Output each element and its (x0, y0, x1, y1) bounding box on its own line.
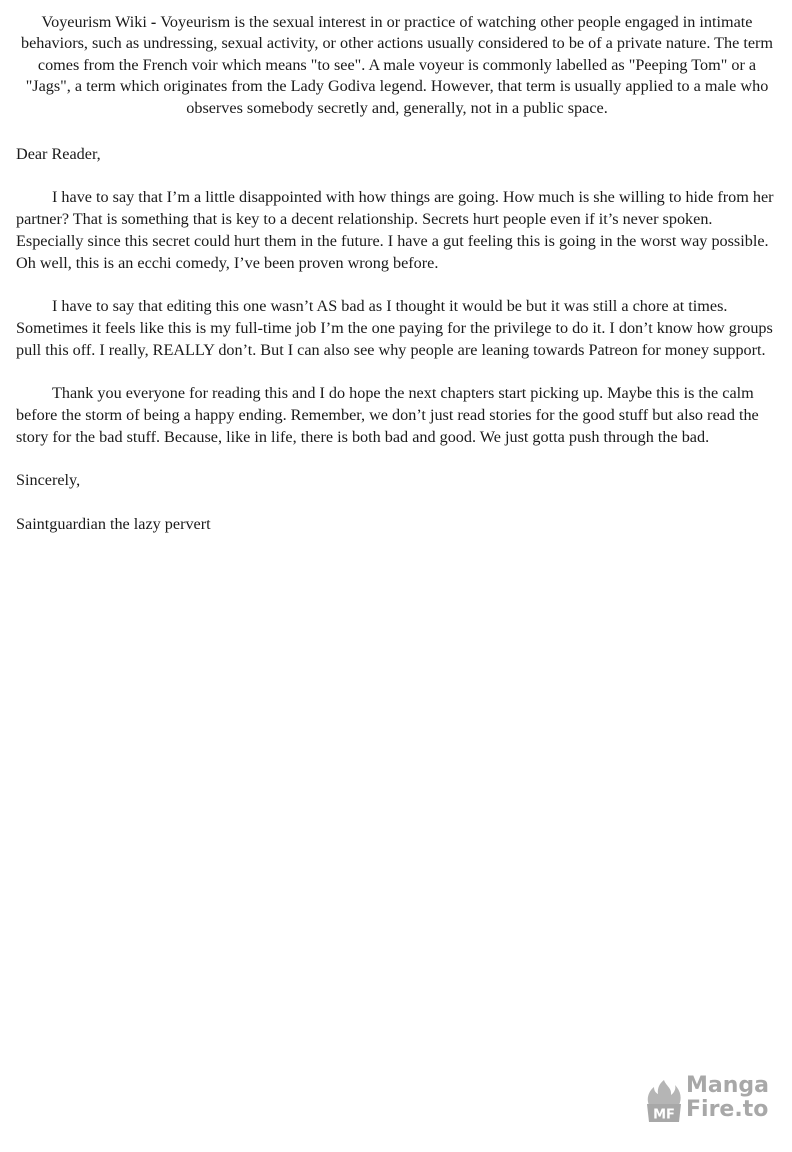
watermark-line-1: Manga (686, 1073, 769, 1098)
letter-greeting: Dear Reader, (16, 145, 101, 164)
mangafire-watermark (644, 1073, 769, 1126)
letter-signature: Saintguardian the lazy pervert (16, 514, 211, 533)
wiki-source: Voyeurism Wiki (41, 13, 147, 31)
letter-paragraph-3: Thank you everyone for reading this and I do hope the next chapters start picking up. Maybe this is the calm before the storm of being a happy ending. Remember, we don’t just read stories for the good stuff but also read the story for the bad stuff. Because, like in life, there is both bad and good. We just gotta push through the bad. (16, 384, 759, 446)
letter-closing: Sincerely, (16, 471, 81, 490)
document-page (16, 12, 778, 557)
wiki-dash: - (146, 13, 161, 31)
wiki-definition: Voyeurism is the sexual interest in or practice of watching other people engaged in intimate behaviors, such as undressing, sexual activity, or other actions usually considered to be of a private nature. The term comes from the French voir which means "to see". A male voyeur is commonly labelled as "Peeping Tom" or a "Jags", a term which originates from the Lady Godiva legend. However, that term is usually applied to a male who observes somebody secretly and, generally, not in a public space. (20, 13, 774, 117)
watermark-text (686, 1074, 769, 1122)
wiki-intro (16, 12, 778, 119)
flame-logo-icon (644, 1078, 684, 1124)
letter-paragraph-2: I have to say that editing this one wasn’t AS bad as I thought it would be but it was still a chore at times. Sometimes it feels like this is my full-time job I’m the one paying for the privilege to do it. I don’t know how groups pull this off. I really, REALLY don’t. But I can also see why people are leaning towards Patreon for money support. (16, 297, 773, 359)
letter-paragraph-1: I have to say that I’m a little disappointed with how things are going. How much is she willing to hide from her partner? That is something that is key to a decent relationship. Secrets hurt people even if it’s never spoken. Especially since this secret could hurt them in the future. I have a gut feeling this is going in the worst way possible. Oh well, this is an ecchi comedy, I’ve been proven wrong before. (16, 188, 774, 272)
letter (16, 144, 778, 535)
watermark-logo-letters: MF (653, 1107, 675, 1123)
watermark-line-2: Fire.to (686, 1097, 769, 1122)
